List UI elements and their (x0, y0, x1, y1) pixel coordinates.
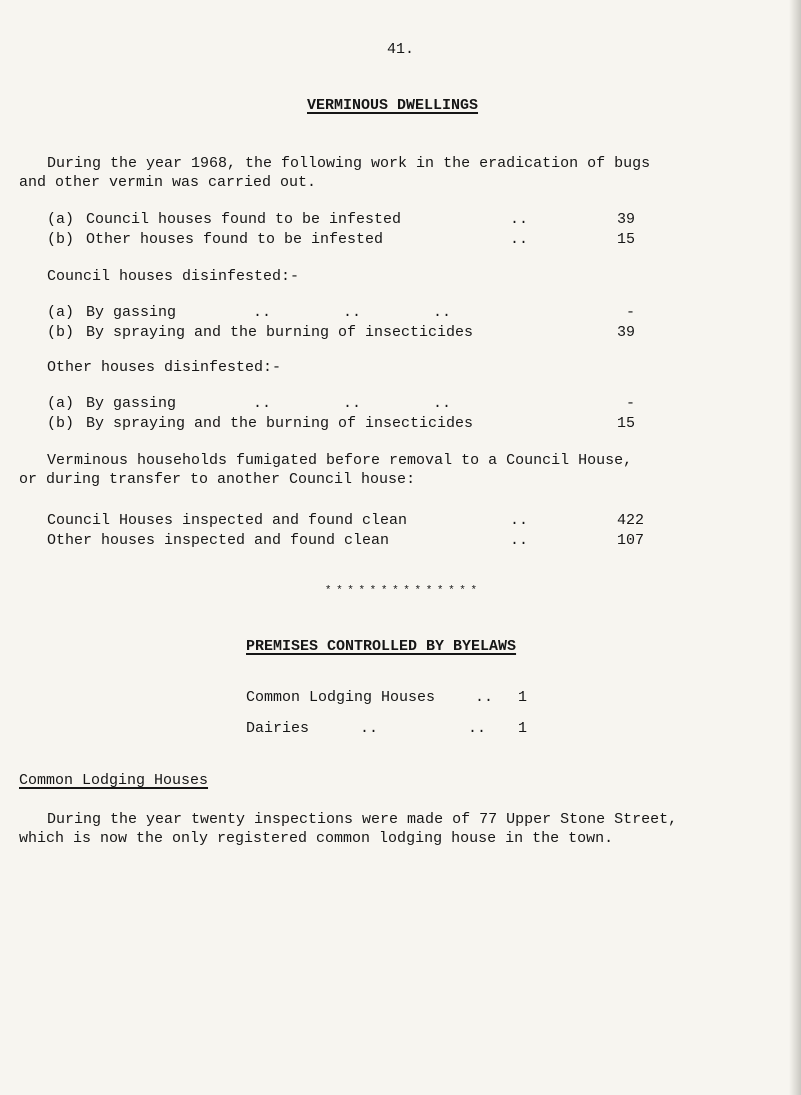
council-value-a: - (626, 304, 636, 321)
other-label-b: (b) (47, 415, 75, 432)
inspected-text-council: Council Houses inspected and found clean (47, 512, 408, 529)
premises-value-dairies: 1 (518, 720, 528, 737)
other-value-b: 15 (617, 415, 636, 432)
page-edge-shadow (789, 0, 801, 1095)
council-label-b: (b) (47, 324, 75, 341)
council-text-b: By spraying and the burning of insecticides (86, 324, 474, 341)
intro-line-1: During the year 1968, the following work in the eradication of bugs (47, 155, 651, 172)
premises-text-dairies: Dairies (246, 720, 310, 737)
found-dots-a: .. (510, 211, 529, 228)
other-value-a: - (626, 395, 636, 412)
other-dots-a: .. .. .. (253, 395, 452, 412)
found-dots-b: .. (510, 231, 529, 248)
other-label-a: (a) (47, 395, 75, 412)
council-dots-a: .. .. .. (253, 304, 452, 321)
inspected-value-other: 107 (617, 532, 645, 549)
premises-title: PREMISES CONTROLLED BY BYELAWS (246, 638, 517, 655)
lodging-line-1: During the year twenty inspections were made of 77 Upper Stone Street, (47, 811, 678, 828)
other-text-b: By spraying and the burning of insecticides (86, 415, 474, 432)
intro-line-2: and other vermin was carried out. (19, 174, 317, 191)
inspected-value-council: 422 (617, 512, 645, 529)
council-value-b: 39 (617, 324, 636, 341)
page-number: 41. (386, 41, 414, 58)
council-text-a: By gassing (86, 304, 177, 321)
found-text-a: Council houses found to be infested (86, 211, 402, 228)
premises-dots-dairies: .. .. (360, 720, 487, 737)
fumigated-line-2: or during transfer to another Council house: (19, 471, 416, 488)
found-value-a: 39 (617, 211, 636, 228)
found-label-b: (b) (47, 231, 75, 248)
premises-value-lodging: 1 (518, 689, 528, 706)
fumigated-line-1: Verminous households fumigated before removal to a Council House, (47, 452, 633, 469)
other-heading: Other houses disinfested:- (47, 359, 282, 376)
inspected-text-other: Other houses inspected and found clean (47, 532, 390, 549)
premises-text-lodging: Common Lodging Houses (246, 689, 436, 706)
inspected-dots-council: .. (510, 512, 529, 529)
found-value-b: 15 (617, 231, 636, 248)
lodging-line-2: which is now the only registered common lodging house in the town. (19, 830, 614, 847)
premises-dots-lodging: .. (475, 689, 494, 706)
council-heading: Council houses disinfested:- (47, 268, 300, 285)
found-text-b: Other houses found to be infested (86, 231, 384, 248)
other-text-a: By gassing (86, 395, 177, 412)
council-label-a: (a) (47, 304, 75, 321)
section-title: VERMINOUS DWELLINGS (307, 97, 479, 114)
separator-asterisks: * * * * * * * * * * * * * * (324, 585, 477, 597)
found-label-a: (a) (47, 211, 75, 228)
inspected-dots-other: .. (510, 532, 529, 549)
lodging-title: Common Lodging Houses (19, 772, 209, 789)
